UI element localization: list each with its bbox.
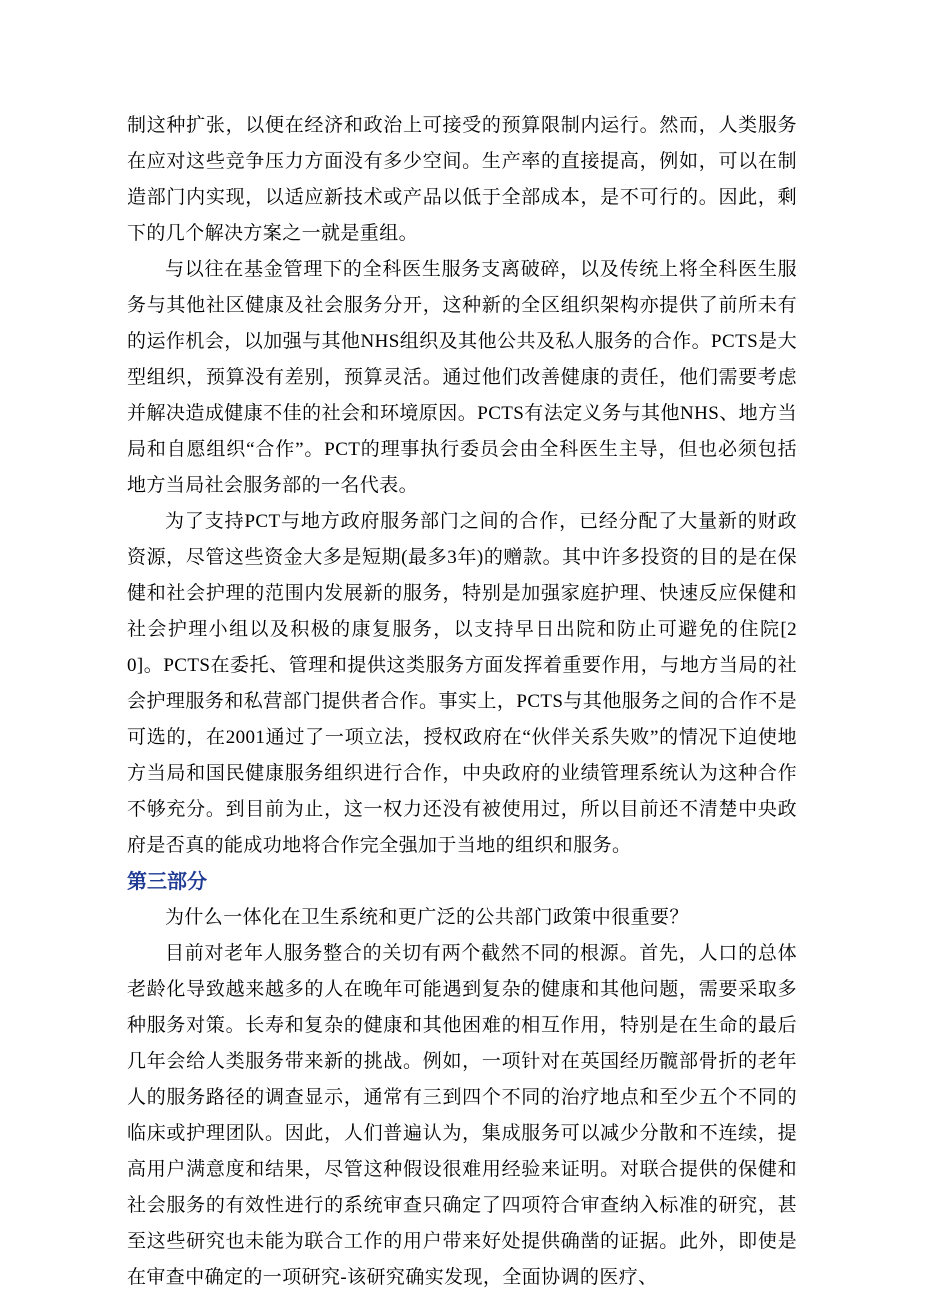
section-question: 为什么一体化在卫生系统和更广泛的公共部门政策中很重要？	[165, 907, 689, 928]
paragraph-continuation: 制这种扩张，以便在经济和政治上可接受的预算限制内运行。然而，人类服务在应对这些竞争压力方面没有多少空间。生产率的直接提高，例如，可以在制造部门内实现，以适应新技术或产品以低于全部成本，是不可行的。因此，剩下的几个解决方案之一就是重组。	[127, 115, 797, 244]
paragraph: 目前对老年人服务整合的关切有两个截然不同的根源。首先，人口的总体老龄化导致越来越多的人在晚年可能遇到复杂的健康和其他问题，需要采取多种服务对策。长寿和复杂的健康和其他困难的相互作用，特别是在生命的最后几年会给人类服务带来新的挑战。例如，一项针对在英国经历髋部骨折的老年人的服务路径的调查显示，通常有三到四个不同的治疗地点和至少五个不同的临床或护理团队。因此，人们普遍认为，集成服务可以减少分散和不连续，提高用户满意度和结果，尽管这种假设很难用经验来证明。对联合提供的保健和社会服务的有效性进行的系统审查只确定了四项符合审查纳入标准的研究，甚至这些研究也未能为联合工作的用户带来好处提供确凿的证据。此外，即使是在审查中确定的一项研究-该研究确实发现，全面协调的医疗、	[127, 943, 797, 1288]
section-heading: 第三部分	[127, 871, 207, 893]
paragraph: 与以往在基金管理下的全科医生服务支离破碎，以及传统上将全科医生服务与其他社区健康及社会服务分开，这种新的全区组织架构亦提供了前所未有的运作机会，以加强与其他NHS组织及其他公共及私人服务的合作。PCTS是大型组织，预算没有差别，预算灵活。通过他们改善健康的责任，他们需要考虑并解决造成健康不佳的社会和环境原因。PCTS有法定义务与其他NHS、地方当局和自愿组织“合作”。PCT的理事执行委员会由全科医生主导，但也必须包括地方当局社会服务部的一名代表。	[127, 259, 797, 496]
paragraph: 为了支持PCT与地方政府服务部门之间的合作，已经分配了大量新的财政资源，尽管这些资金大多是短期(最多3年)的赠款。其中许多投资的目的是在保健和社会护理的范围内发展新的服务，特别是加强家庭护理、快速反应保健和社会护理小组以及积极的康复服务，以支持早日出院和防止可避免的住院[20]。PCTS在委托、管理和提供这类服务方面发挥着重要作用，与地方当局的社会护理服务和私营部门提供者合作。事实上，PCTS与其他服务之间的合作不是可选的，在2001通过了一项立法，授权政府在“伙伴关系失败”的情况下迫使地方当局和国民健康服务组织进行合作，中央政府的业绩管理系统认为这种合作不够充分。到目前为止，这一权力还没有被使用过，所以目前还不清楚中央政府是否真的能成功地将合作完全强加于当地的组织和服务。	[127, 511, 797, 856]
